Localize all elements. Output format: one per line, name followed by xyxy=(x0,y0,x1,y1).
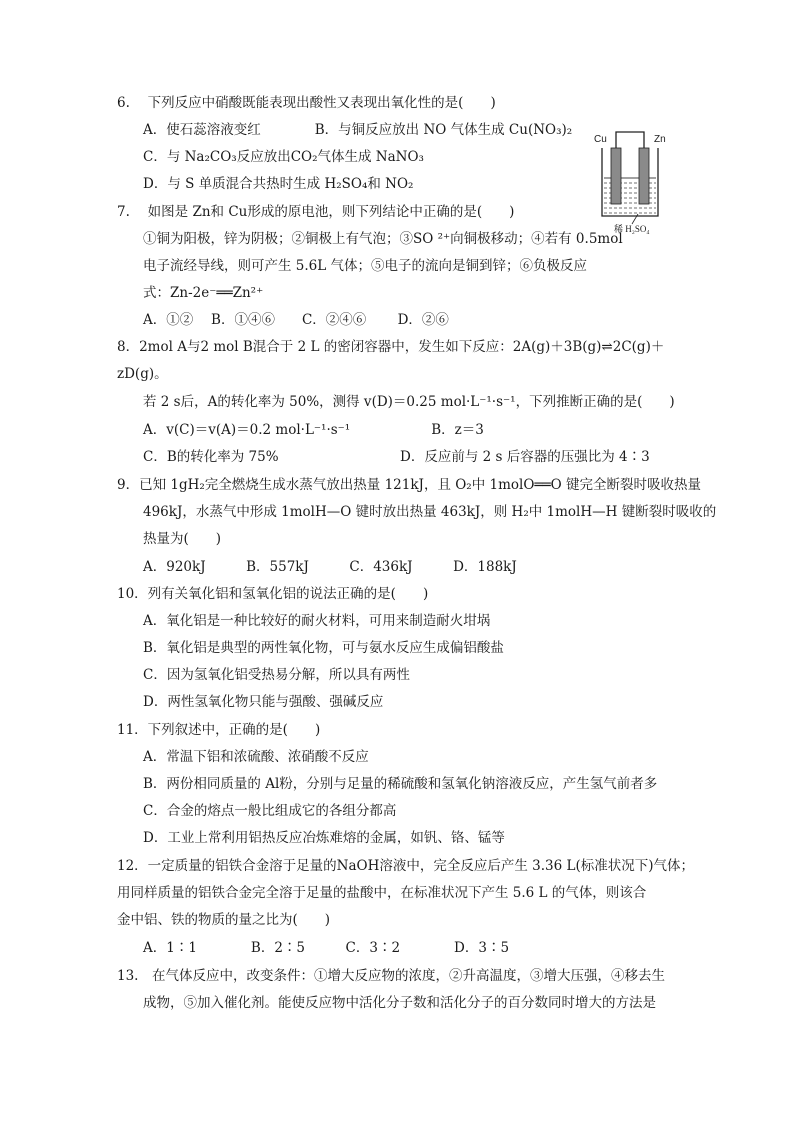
question-10-stem: 10．列有关氧化铝和氢氧化铝的说法正确的是( ) xyxy=(117,586,429,602)
question-9-stem-line-3: 热量为( ) xyxy=(143,531,222,547)
question-12-options: A．1∶1 B．2∶5 C．3∶2 D．3∶5 xyxy=(143,940,510,956)
acid-label: 稀 H₂SO₄ xyxy=(614,224,650,234)
question-6-stem: 6. 下列反应中硝酸既能表现出酸性又表现出氧化性的是( ) xyxy=(117,95,496,111)
question-10-option-b: B．氧化铝是典型的两性氧化物，可与氨水反应生成偏铝酸盐 xyxy=(143,640,504,656)
question-11-option-c: C．合金的熔点一般比组成它的各组分都高 xyxy=(143,803,397,819)
question-6-option-c: C．与 Na₂CO₃反应放出CO₂气体生成 NaNO₃ xyxy=(143,149,424,165)
copper-electrode xyxy=(611,148,621,204)
question-11-option-a: A．常温下铝和浓硫酸、浓硝酸不反应 xyxy=(143,749,369,765)
question-6-option-d: D．与 S 单质混合共热时生成 H₂SO₄和 NO₂ xyxy=(143,176,414,192)
connecting-wire xyxy=(616,132,644,150)
question-9-stem-line-2: 496kJ，水蒸气中形成 1molH—O 键时放出热量 463kJ，则 H₂中 1molH—H 键断裂时吸收的 xyxy=(143,504,717,520)
question-11-option-b: B．两份相同质量的 Al粉，分别与足量的稀硫酸和氢氧化钠溶液反应，产生氢气前者多 xyxy=(143,776,658,792)
question-9-stem-line-1: 9．已知 1gH₂完全燃烧生成水蒸气放出热量 121kJ，且 O₂中 1molO══O 键完全断裂时吸收热量 xyxy=(117,477,702,493)
question-6-options-ab: A．使石蕊溶液变红 B．与铜反应放出 NO 气体生成 Cu(NO₃)₂ xyxy=(143,122,573,138)
zinc-electrode xyxy=(639,148,649,204)
galvanic-cell-diagram xyxy=(592,128,680,236)
question-7-statement-line-2: 电子流经导线，则可产生 5.6L 气体；⑤电子的流向是铜到锌；⑥负极反应 xyxy=(143,258,588,274)
zinc-label: Zn xyxy=(654,134,666,145)
question-11-stem: 11．下列叙述中，正确的是( ) xyxy=(117,722,321,738)
question-7-statement-line-1: ①铜为阳极，锌为阴极；②铜极上有气泡；③SO ²⁺向铜极移动；④若有 0.5mol xyxy=(143,231,623,247)
question-13-stem-line-2: 成物，⑤加入催化剂。能使反应物中活化分子数和活化分子的百分数同时增大的方法是 xyxy=(143,995,656,1011)
beaker xyxy=(602,148,658,216)
question-10-option-c: C．因为氢氧化铝受热易分解，所以具有两性 xyxy=(143,667,410,683)
question-8-condition: 若 2 s后，A的转化率为 50%，测得 v(D)＝0.25 mol·L⁻¹·s⁻¹，下列推断正确的是( ) xyxy=(143,394,675,410)
question-12-stem-line-3: 金中铝、铁的物质的量之比为( ) xyxy=(117,912,331,928)
question-8-stem-line-1: 8．2mol A与2 mol B混合于 2 L 的密闭容器中，发生如下反应：2A(g)＋3B(g)⇌2C(g)＋ xyxy=(117,339,665,355)
question-8-stem-line-2: zD(g)。 xyxy=(117,366,168,382)
question-7-stem: 7. 如图是 Zn和 Cu形成的原电池，则下列结论中正确的是( ) xyxy=(117,204,515,220)
question-10-option-d: D．两性氢氧化物只能与强酸、强碱反应 xyxy=(143,694,384,710)
question-7-options: A．①② B．①④⑥ C．②④⑥ D．②⑥ xyxy=(143,312,449,328)
question-8-options-cd: C．B的转化率为 75% D．反应前与 2 s 后容器的压强比为 4∶3 xyxy=(143,449,650,465)
copper-label: Cu xyxy=(594,134,607,145)
question-12-stem-line-2: 用同样质量的铝铁合金完全溶于足量的盐酸中，在标准状况下产生 5.6 L 的气体，则该合 xyxy=(117,885,647,901)
question-10-option-a: A．氧化铝是一种比较好的耐火材料，可用来制造耐火坩埚 xyxy=(143,613,491,629)
question-13-stem-line-1: 13. 在气体反应中，改变条件：①增大反应物的浓度，②升高温度，③增大压强，④移去生 xyxy=(117,968,665,984)
question-9-options: A．920kJ B．557kJ C．436kJ D．188kJ xyxy=(143,559,517,575)
question-8-options-ab: A．v(C)＝v(A)＝0.2 mol·L⁻¹·s⁻¹ B．z＝3 xyxy=(143,422,484,438)
galvanic-cell-figure xyxy=(592,128,680,236)
question-12-stem-line-1: 12．一定质量的铝铁合金溶于足量的NaOH溶液中，完全反应后产生 3.36 L(标准状况下)气体； xyxy=(117,858,695,874)
question-11-option-d: D．工业上常利用铝热反应冶炼难熔的金属，如钒、铬、锰等 xyxy=(143,830,505,846)
question-7-statement-line-3: 式：Zn-2e⁻══Zn²⁺ xyxy=(143,285,264,301)
